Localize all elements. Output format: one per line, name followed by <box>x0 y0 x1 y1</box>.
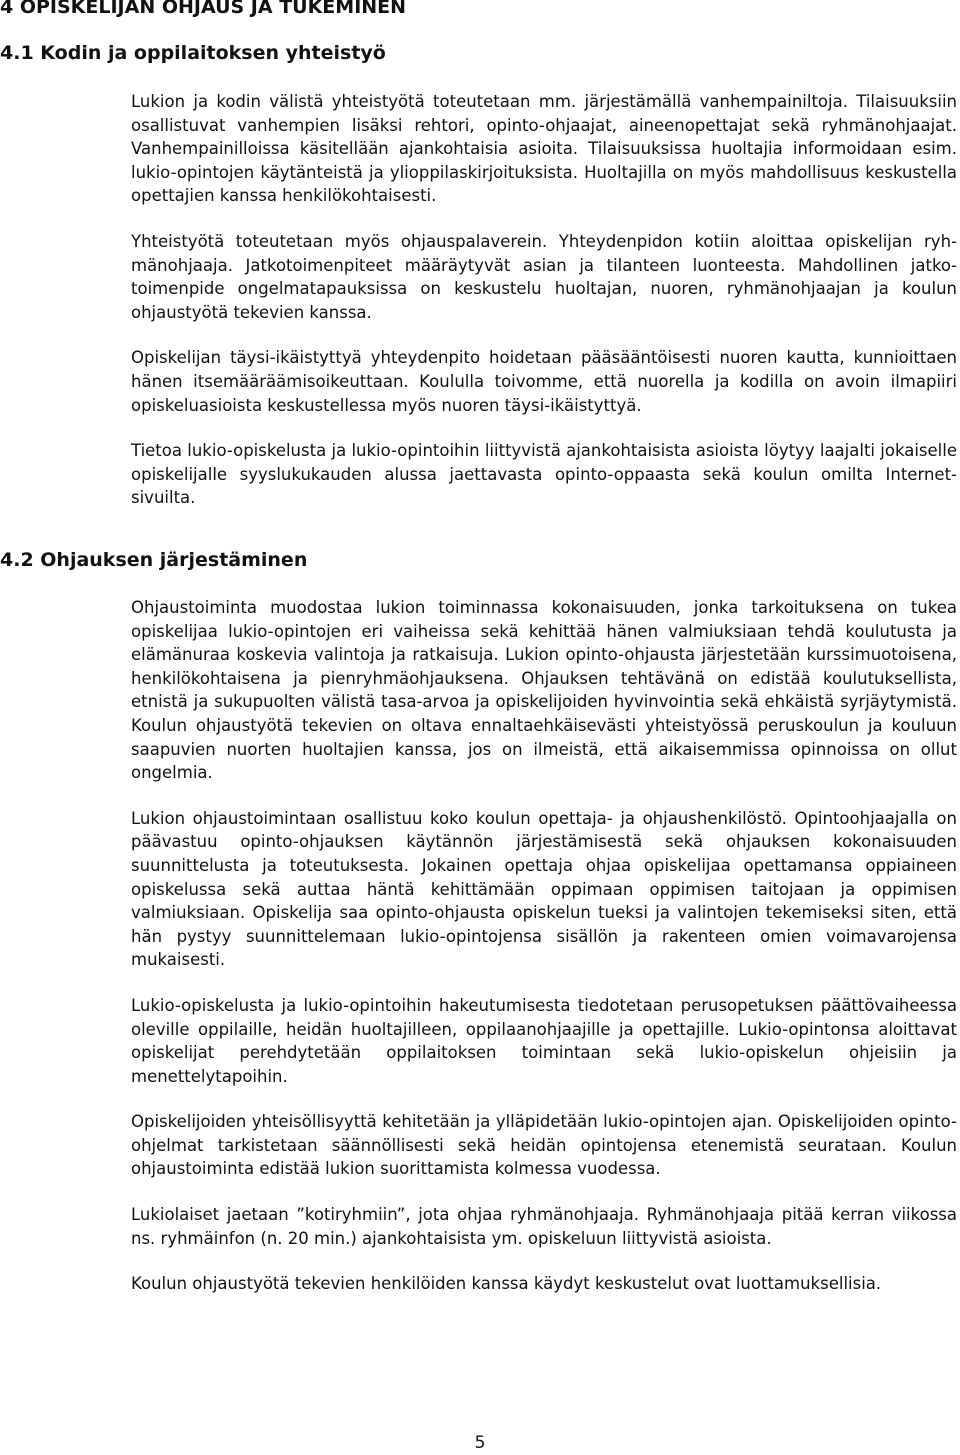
paragraph: Lukio-opiskelusta ja lukio-opintoihin hakeutumisesta tiedotetaan perusopetuksen päättövaiheessa oleville oppilaille, heidän huoltajilleen, oppilaanohjaajille ja opettajille. Lukio-opintonsa aloittavat opiskelijat perehdytetään oppilaitoksen toimintaan sekä lukio-opiskelun ohjeisiin ja menettelytapoihin. <box>131 995 957 1086</box>
section-heading-4-1: 4.1 Kodin ja oppilaitoksen yhteistyö <box>0 42 386 64</box>
paragraph: Koulun ohjaustyötä tekevien henkilöiden kanssa käydyt keskustelut ovat luottamuksellisia. <box>131 1274 882 1294</box>
paragraph: Yhteistyötä toteutetaan myös ohjauspalaverein. Yhteydenpidon kotiin aloittaa opiskelijan ryhmänohjaaja. Jatkotoimenpiteet määräytyvät asian ja tilanteen luonteesta. Mahdollinen jatkotoimenpide ongelmatapauksissa on keskustelu huoltajan, nuoren, ryhmänohjaajan ja koulun ohjaustyötä tekevien kanssa. <box>131 231 957 322</box>
paragraph: Ohjaustoiminta muodostaa lukion toiminnassa kokonaisuuden, jonka tarkoituksena on tukea opiskelijaa lukio-opintojen eri vaiheissa sekä kehittää hänen valmiuksiaan tehdä koulutusta ja elämänuraa koskevia valintoja ja ratkaisuja. Lukion opinto-ohjausta järjestetään kurssimuotoisena, henkilökohtaisena ja pienryhmäohjauksena. Ohjauksen tehtävänä on edistää koulutuksellista, etnistä ja sukupuolten välistä tasa-arvoa ja opiskelijoiden hyvinvointia sekä ehkäistä syrjäytymistä. Koulun ohjaustyötä tekevien on oltava ennaltaehkäisevästi yhteistyössä peruskoulun ja kouluun saapuvien nuorten huoltajien kanssa, jos on ilmeistä, että aikaisemmissa opinnoissa on ollut ongelmia. <box>131 598 957 783</box>
section-heading-4-2: 4.2 Ohjauksen järjestäminen <box>0 549 308 571</box>
paragraph: Lukiolaiset jaetaan ”kotiryhmiin”, jota ohjaa ryhmänohjaaja. Ryhmänohjaaja pitää kerran viikossa ns. ryhmäinfon (n. 20 min.) ajankohtaisista ym. opiskeluun liittyvistä asioista. <box>131 1205 957 1248</box>
section-body-4-2 <box>131 596 957 1318</box>
paragraph: Opiskelijan täysi-ikäistyttyä yhteydenpito hoidetaan pääsääntöisesti nuoren kautta, kunnioittaen hänen itsemääräämisoikeuttaan. Koululla toivomme, että nuorella ja kodilla on avoin ilmapiiri opiskeluasioista keskustellessa myös nuoren täysi-ikäistyttyä. <box>131 348 957 415</box>
paragraph: Lukion ja kodin välistä yhteistyötä toteutetaan mm. järjestämällä vanhempainiltoja. Tilaisuuksiin osallistuvat vanhempien lisäksi rehtori, opinto-ohjaajat, aineenopettajat sekä ryhmänohjaajat. Vanhempainilloissa käsitellään ajankohtaisia asioita. Tilaisuuksissa huoltajia informoidaan esim. lukio-opintojen käytänteistä ja ylioppilaskirjoituksista. Huoltajilla on myös mahdollisuus keskustella opettajien kanssa henkilökohtaisesti. <box>131 92 957 206</box>
page-number: 5 <box>474 1433 486 1453</box>
paragraph: Tietoa lukio-opiskelusta ja lukio-opintoihin liittyvistä ajankohtaisista asioista löytyy laajalti jokaiselle opiskelijalle syyslukukauden alussa jaettavasta opinto-oppaasta sekä koulun omilta Internet-sivuilta. <box>131 441 957 508</box>
chapter-heading: 4 OPISKELIJAN OHJAUS JA TUKEMINEN <box>0 0 407 18</box>
section-body-4-1 <box>131 90 957 532</box>
paragraph: Lukion ohjaustoimintaan osallistuu koko koulun opettaja- ja ohjaushenkilöstö. Opintoohjaajalla on päävastuu opinto-ohjauksen käytännön järjestämisestä sekä ohjauksen kokonaisuuden suunnittelusta ja toteutuksesta. Jokainen opettaja ohjaa opiskelijaa opettamansa oppiaineen opiskelussa sekä auttaa häntä kehittämään oppimaan oppimisen taitojaan ja oppimisen valmiuksiaan. Opiskelija saa opinto-ohjausta opiskelun tueksi ja valintojen tekemiseksi siten, että hän pystyy suunnittelemaan lukio-opintojensa sisällön ja rakenteen omien voimavarojensa mukaisesti. <box>131 808 957 970</box>
paragraph: Opiskelijoiden yhteisöllisyyttä kehitetään ja ylläpidetään lukio-opintojen ajan. Opiskelijoiden opinto-ohjelmat tarkistetaan säännöllisesti sekä heidän opintojensa etenemistä seurataan. Koulun ohjaustoiminta edistää lukion suorittamista kolmessa vuodessa. <box>131 1112 957 1179</box>
